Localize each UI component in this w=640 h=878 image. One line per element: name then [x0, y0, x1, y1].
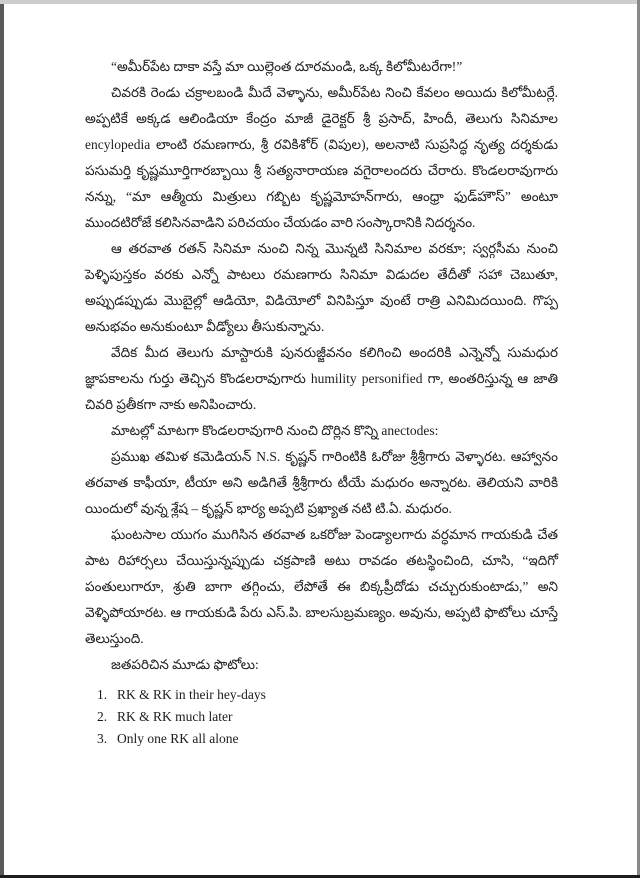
list-item — [85, 728, 558, 750]
paragraph: వేదిక మీద తెలుగు మాస్టారుకి పునరుజ్జీవనం కలిగించి అందరికి ఎన్నెన్నో సుమధుర జ్ఞాపకాలను గుర్తు తెచ్చిన కొండలరావుగారు humility personified గా, అంతరిస్తున్న ఆ జాతి చివరి ప్రతీకగా నాకు అనిపించారు. — [85, 345, 558, 412]
photo-list — [85, 684, 558, 750]
opening-quote-paragraph: “అమీర్‌పేట దాకా వస్తే మా యిల్లెంత దూరమండి, ఒక్క కిలోమీటరేగా!” — [111, 59, 463, 74]
paragraph: చివరకి రెండు చక్రాలబండి మీదే వెళ్ళాను, అమీర్‌పేట నించి కేవలం అయిదు కిలోమీటర్లే. అప్పటికే అక్కడ ఆలిండియా కేంద్రం మాజీ డైరెక్టర్ శ్రీ ప్రసాద్, హిందీ, తెలుగు సినిమాల encylopedia లాంటి రమణగారు, శ్రీ రవికిశోర్ (విపుల), అలనాటి సుప్రసిద్ధ నృత్య దర్శకుడు పసుమర్తి కృష్ణమూర్తిగారబ్బాయి శ్రీ సత్యనారాయణ వగైరాలందరు చేరారు. కొండలరావుగారు నన్ను, “మా ఆత్మీయ మిత్రులు గబ్బిట కృష్ణమోహన్‌గారు, ఆంధ్రా ఫుడ్‌హౌస్” అంటూ ముందటిరోజే కలిసినవాడిని పరిచయం చేయడం వారి సంస్కారానికి నిదర్శనం. — [85, 85, 558, 230]
paragraph: ఘంటసాల యుగం ముగిసిన తరవాత ఒకరోజు పెండ్యాలగారు వర్ధమాన గాయకుడి చేత పాట రిహార్సలు చేయిస్తున్నప్పుడు చక్రపాణి అటు రావడం తటస్థించింది, చూసి, “ఇదిగో పంతులుగారూ, శ్రుతి బాగా తగ్గించు, లేపోతే ఈ బిక్కప్రీదోడు చచ్చురుకుంటాడు,” అని వెళ్ళిపోయారట. ఆ గాయకుడి పేరు ఎస్.పి. బాలసుబ్రమణ్యం. అవును, అప్పటి ఫొటోలు చూస్తే తెలుస్తుంది. — [85, 527, 558, 646]
page-edge-left — [0, 0, 4, 878]
page-edge-top — [0, 0, 640, 4]
list-item-number: 1. — [97, 687, 108, 702]
list-item-label: Only one RK all alone — [117, 731, 239, 746]
list-item-number: 2. — [97, 709, 108, 724]
list-item-label: RK & RK in their hey-days — [117, 687, 266, 702]
list-item-number: 3. — [97, 731, 108, 746]
paragraph: ఆ తరవాత రతన్ సినిమా నుంచి నిన్న మొన్నటి సినిమాల వరకూ; స్వర్గసీమ నుంచి పెళ్ళిపుస్తకం వరకు ఎన్నో పాటలు రమణగారు సినిమా విడుదల తేదీతో సహా చెబుతూ, అప్పుడప్పుడు మొబైల్లో ఆడియో, విడియోలో వినిపిస్తూ వుంటే రాత్రి ఎనిమిదయింది. గొప్ప అనుభవం అనుకుంటూ వీడ్యోలు తీసుకున్నాను. — [85, 241, 558, 334]
paragraph: ప్రముఖ తమిళ కమెడియన్ N.S. కృష్ణన్ గారింటికి ఓరోజు శ్రీశ్రీగారు వెళ్ళారట. ఆహ్వానం తరవాత కాఫీయా, టీయా అని అడిగితే శ్రీశ్రీగారు టీయే మధురం అన్నారట. తెలియని వారికి యిందులో వున్న శ్లేష – కృష్ణన్ భార్య అప్పటి ప్రఖ్యాత నటి టి.ఏ. మధురం. — [85, 449, 558, 516]
attachments-heading: జతపరిచిన మూడు ఫొటోలు: — [111, 657, 259, 672]
document-page — [85, 54, 558, 750]
anecdotes-lead-paragraph: మాటల్లో మాటగా కొండలరావుగారి నుంచి దొర్లిన కొన్ని anectodes: — [111, 423, 439, 438]
list-item-label: RK & RK much later — [117, 709, 233, 724]
list-item — [85, 706, 558, 728]
list-item — [85, 684, 558, 706]
